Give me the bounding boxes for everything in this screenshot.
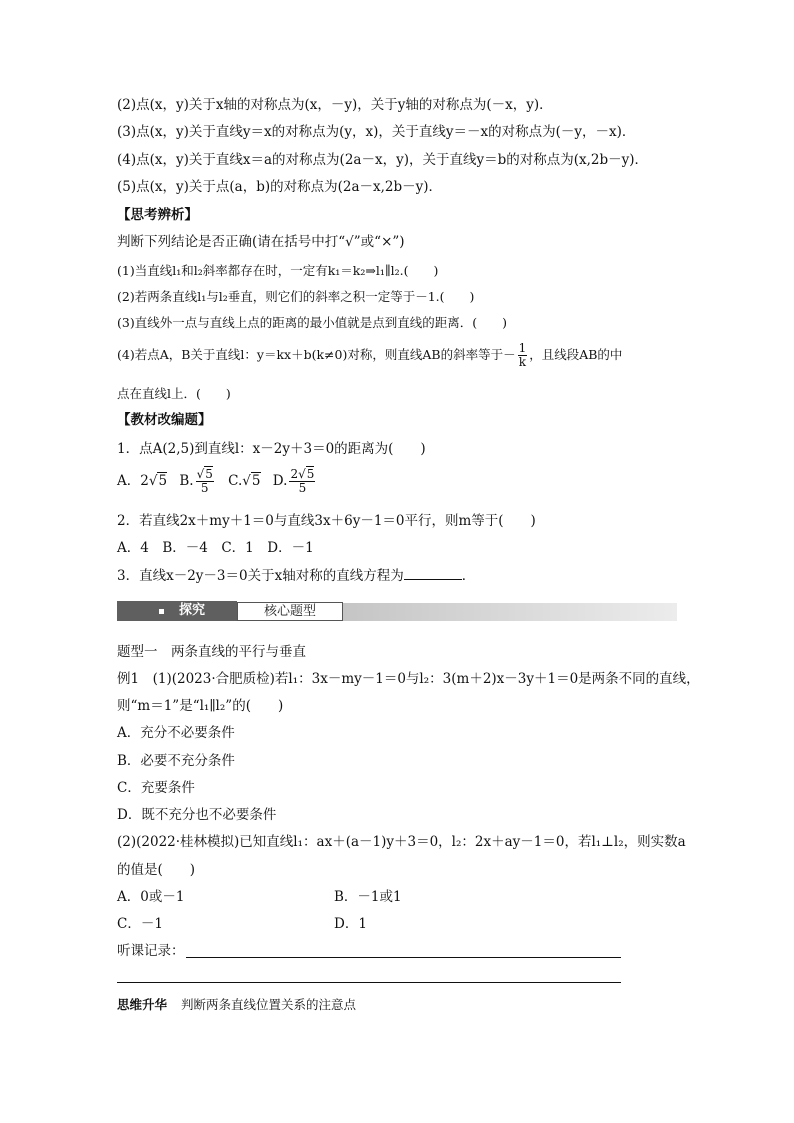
judge-item-2: (2)若两条直线l₁与l₂垂直，则它们的斜率之积一定等于－1.( ) bbox=[117, 289, 475, 304]
rule-line-3: (3)点(x，y)关于直线y＝x的对称点为(y，x)，关于直线y＝－x的对称点为(－y，－x)． bbox=[117, 124, 636, 140]
radicand: 5 bbox=[205, 467, 213, 481]
rule-line-4: (4)点(x，y)关于直线x＝a的对称点为(2a－x，y)，关于直线y＝b的对称点为(x,2b－y)． bbox=[117, 152, 649, 168]
siwei-heading: 思维升华 bbox=[117, 997, 168, 1012]
question-3 bbox=[117, 566, 475, 585]
example-1-option-a: A．充分不必要条件 bbox=[117, 725, 235, 741]
option-b-fraction bbox=[196, 468, 214, 495]
banner-tab-core: 核心题型 bbox=[237, 602, 343, 621]
question-3-end: ． bbox=[461, 568, 476, 584]
radicand: 5 bbox=[251, 473, 261, 489]
sikao-heading: 【思考辨析】 bbox=[117, 207, 198, 223]
rule-line-2: (2)点(x，y)关于x轴的对称点为(x，－y)，关于y轴的对称点为(－x，y)． bbox=[117, 97, 553, 113]
question-1-options bbox=[117, 468, 317, 495]
sqrt-icon: √ bbox=[242, 473, 251, 489]
option-b: B. bbox=[179, 473, 194, 489]
square-bullet-icon bbox=[159, 609, 164, 614]
tixing-heading: 题型一 两条直线的平行与垂直 bbox=[117, 644, 306, 660]
option-a: A．2 bbox=[117, 473, 149, 489]
example-1-part-1: 例1 (1)(2023·合肥质检)若l₁：3x－my－1＝0与l₂：3(m＋2)x－3y＋1＝0是两条不同的直线， bbox=[117, 671, 700, 687]
section-banner bbox=[117, 601, 677, 623]
judge-item-4 bbox=[117, 342, 622, 369]
fraction-denominator: 5 bbox=[298, 481, 307, 495]
banner-tab-tanjiu bbox=[117, 601, 237, 621]
notes-line-2[interactable] bbox=[117, 982, 621, 983]
example-1-part-2: (2)(2022·桂林模拟)已知直线l₁：ax＋(a－1)y＋3＝0，l₂：2x＋ay－1＝0，若l₁⊥l₂，则实数a bbox=[117, 834, 686, 850]
siwei-line bbox=[117, 996, 356, 1014]
example-1-option-c: C．充要条件 bbox=[117, 780, 195, 796]
fraction-numerator bbox=[196, 468, 214, 482]
judge-item-4-text: (4)若点A，B关于直线l：y＝kx＋b(k≠0)对称，则直线AB的斜率等于－ bbox=[117, 347, 516, 362]
notes-line-1[interactable] bbox=[186, 957, 621, 958]
judge-item-1: (1)当直线l₁和l₂斜率都存在时，一定有k₁＝k₂⇒l₁∥l₂.( ) bbox=[117, 263, 439, 278]
judge-item-4-cont: 点在直线l上．( ) bbox=[117, 386, 231, 401]
question-2: 2．若直线2x＋my＋1＝0与直线3x＋6y－1＝0平行，则m等于( ) bbox=[117, 513, 536, 529]
tingke-label: 听课记录： bbox=[117, 943, 185, 959]
siwei-text: 判断两条直线位置关系的注意点 bbox=[181, 997, 357, 1012]
example-2-option-b: B．－1或1 bbox=[334, 889, 402, 905]
example-2-option-c: C．－1 bbox=[117, 916, 163, 932]
fraction-numerator bbox=[289, 468, 315, 482]
answer-blank[interactable] bbox=[404, 566, 462, 580]
sqrt-icon: √ bbox=[298, 467, 306, 481]
sikao-intro: 判断下列结论是否正确(请在括号中打“√”或“×”) bbox=[117, 234, 405, 250]
jiaocai-heading: 【教材改编题】 bbox=[117, 412, 212, 428]
question-2-options: A．4 B．－4 C．1 D．－1 bbox=[117, 540, 314, 556]
example-2-option-a: A．0或－1 bbox=[117, 889, 185, 905]
rule-line-5: (5)点(x，y)关于点(a，b)的对称点为(2a－x,2b－y)． bbox=[117, 179, 443, 195]
fraction-denominator: k bbox=[518, 355, 527, 369]
fraction-1-over-k bbox=[518, 342, 528, 369]
example-1-option-b: B．必要不充分条件 bbox=[117, 753, 235, 769]
judge-item-4-text-tail: ，且线段AB的中 bbox=[529, 347, 623, 362]
radicand: 5 bbox=[158, 473, 168, 489]
example-1-part-2-cont: 的值是( ) bbox=[117, 862, 196, 878]
coefficient: 2 bbox=[290, 467, 299, 481]
banner-tab-tanjiu-label: 探究 bbox=[179, 603, 206, 618]
option-c: C. bbox=[228, 473, 243, 489]
option-d: D. bbox=[272, 473, 288, 489]
sqrt-icon: √ bbox=[196, 467, 205, 481]
sqrt-icon: √ bbox=[148, 473, 158, 489]
example-1-option-d: D．既不充分也不必要条件 bbox=[117, 807, 277, 823]
radicand: 5 bbox=[306, 467, 315, 481]
option-d-fraction bbox=[289, 468, 315, 495]
fraction-numerator: 1 bbox=[518, 341, 527, 355]
example-2-option-d: D．1 bbox=[334, 916, 367, 932]
example-1-part-1-cont: 则“m＝1”是“l₁∥l₂”的( ) bbox=[117, 698, 284, 714]
judge-item-3: (3)直线外一点与直线上点的距离的最小值就是点到直线的距离．( ) bbox=[117, 315, 507, 330]
fraction-denominator: 5 bbox=[200, 481, 209, 495]
question-1: 1．点A(2,5)到直线l：x－2y＋3＝0的距离为( ) bbox=[117, 441, 426, 457]
question-3-text: 3．直线x－2y－3＝0关于x轴对称的直线方程为 bbox=[117, 568, 404, 584]
